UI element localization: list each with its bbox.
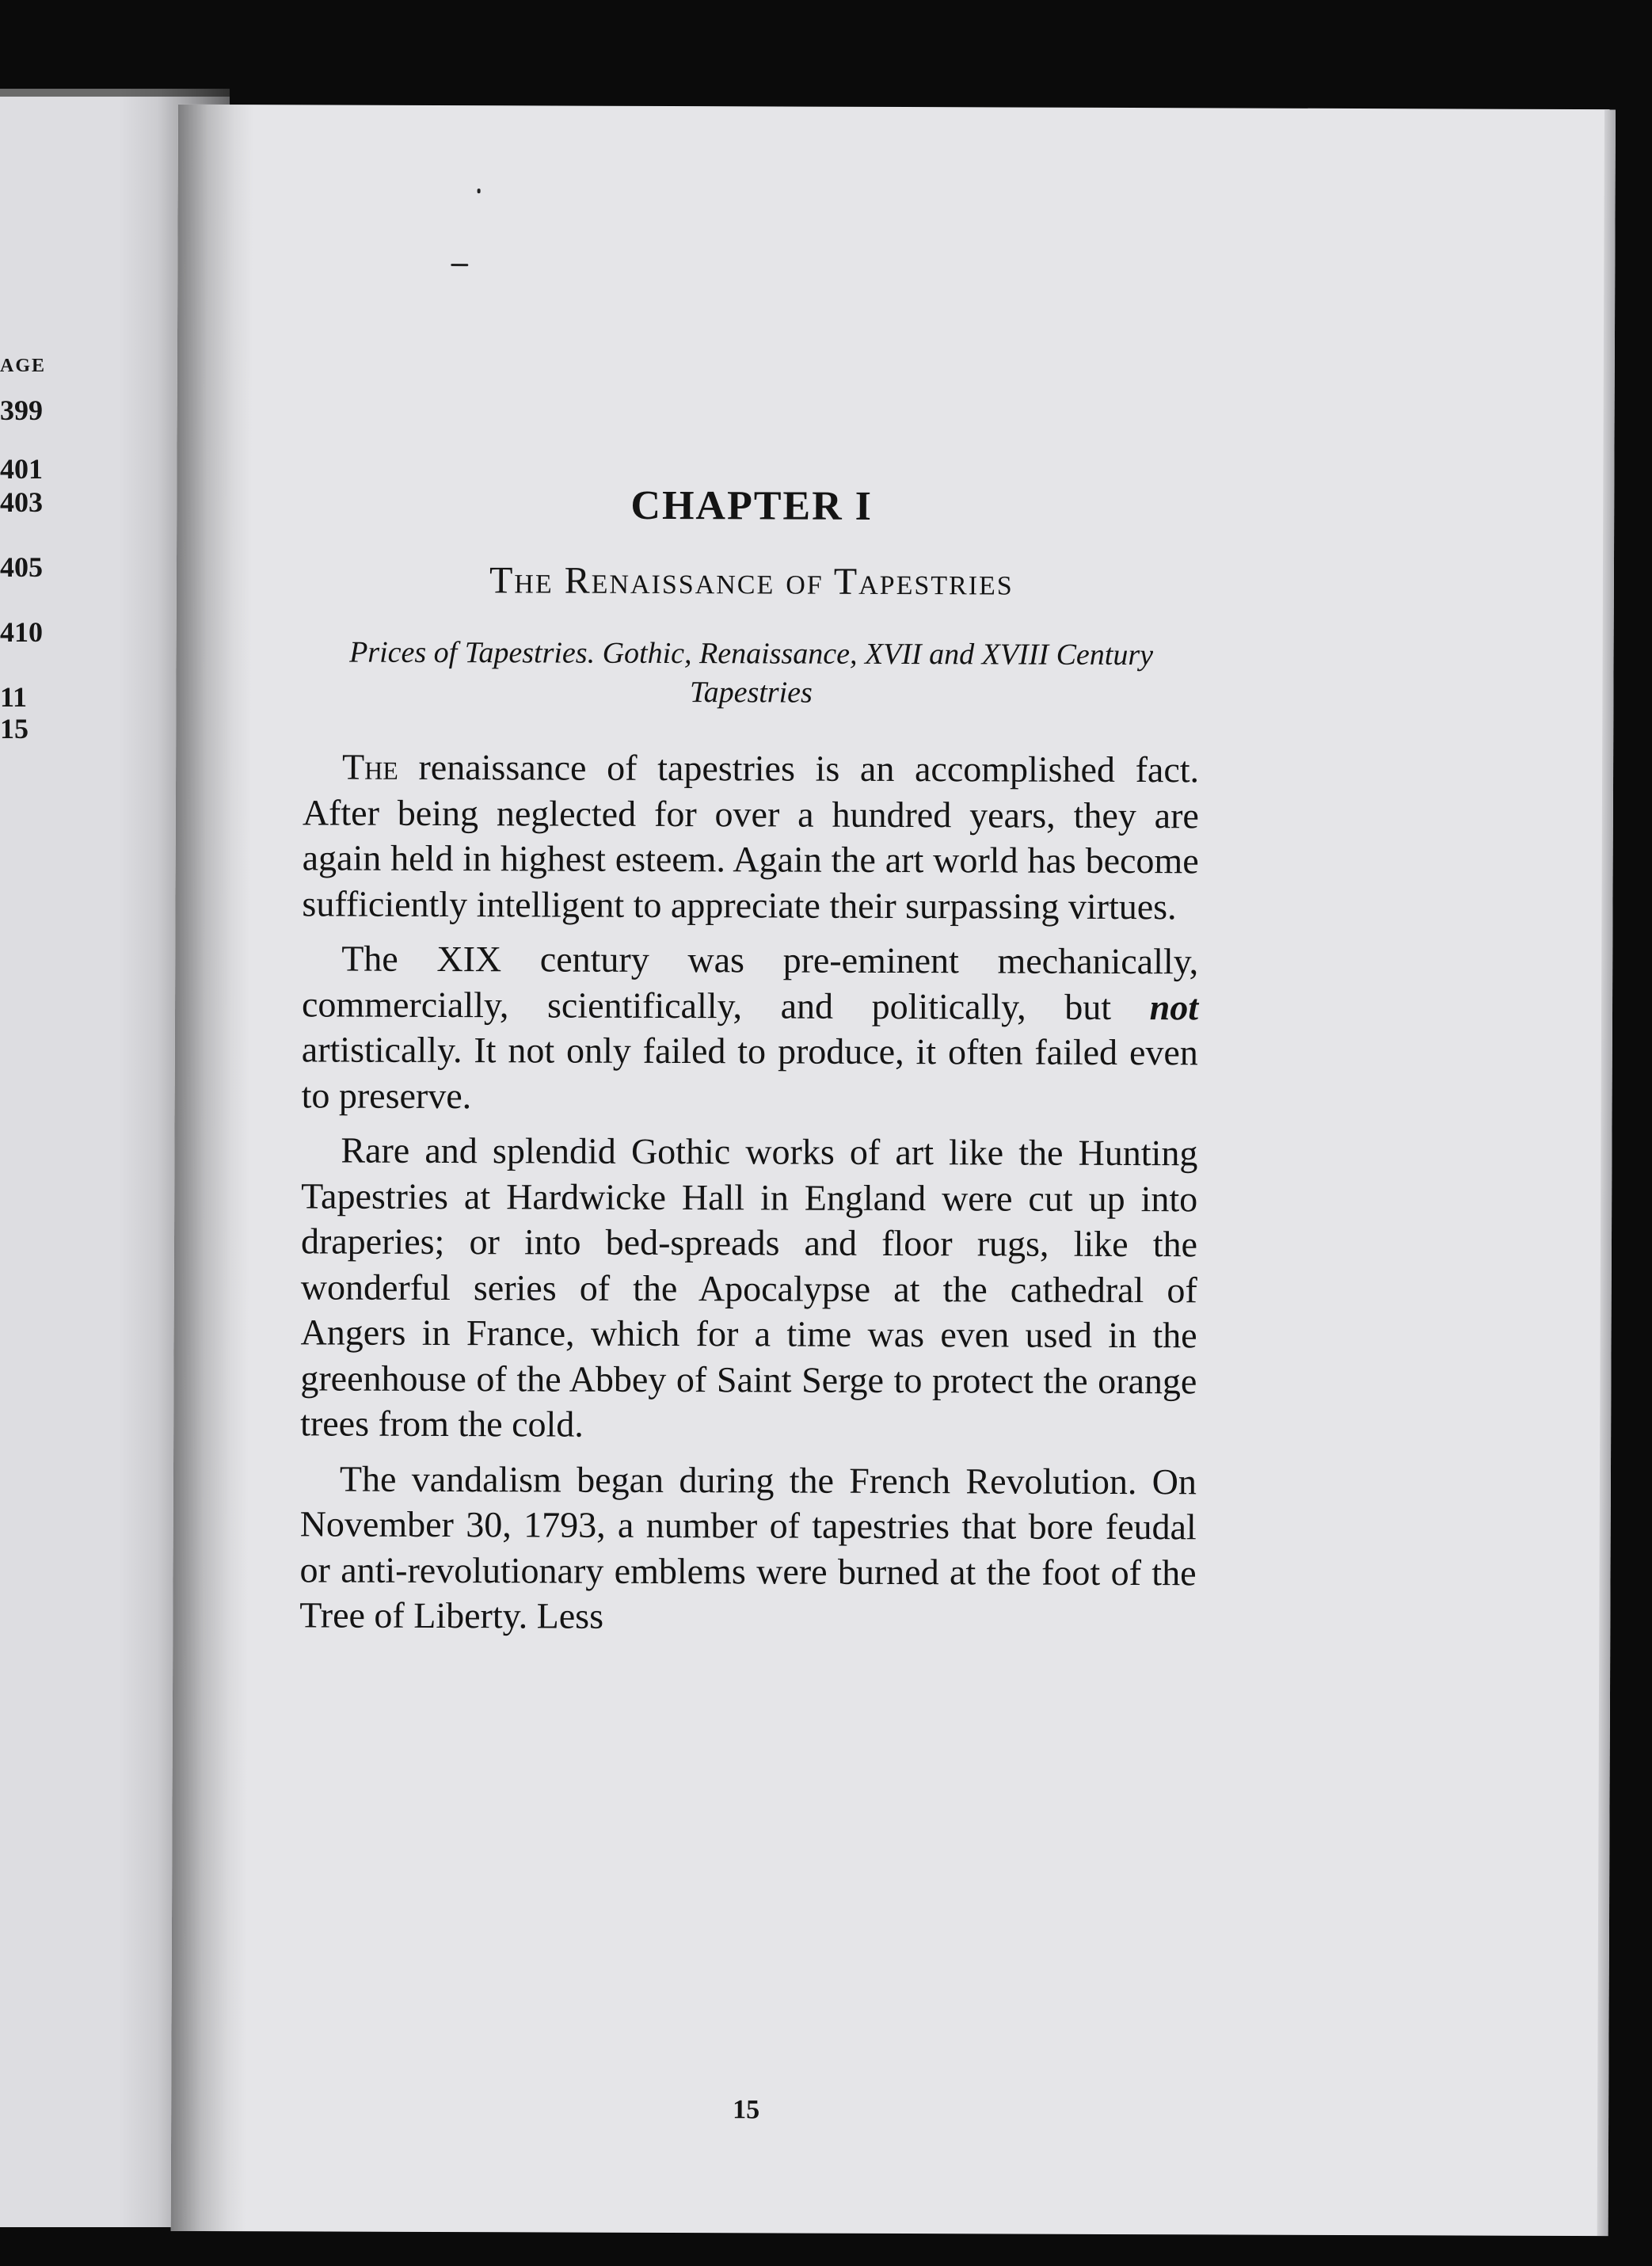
- page-number: 405: [0, 551, 43, 583]
- paragraph-text: renaissance of tapestries is an accomplished fact. After being neglected for over a hundred years, they are again held in highest esteem. Again the art world has become sufficiently intelligent to appreciate their surpassing virtues.: [302, 746, 1200, 927]
- paragraph-text: The XIX century was pre-eminent mechanically, commercially, scientifically, and politically, but: [301, 938, 1199, 1027]
- paragraph: The vandalism began during the French Revolution. On November 30, 1793, a number of tapestries that bore feudal or anti-revolutionary emblems were burned at the foot of the Tree of Liberty. Less: [299, 1458, 1197, 1636]
- page-column-heading: AGE: [0, 356, 47, 376]
- opening-word: The: [341, 746, 398, 787]
- page-number: 11: [0, 681, 28, 713]
- paragraph-text: artistically. It not only failed to produce, it often failed even to preserve.: [301, 1029, 1198, 1116]
- page-number: 15: [733, 2095, 760, 2125]
- emphasis: not: [1149, 986, 1199, 1027]
- gutter-shadow: [171, 105, 253, 2231]
- chapter-title: The Renaissance of Tapestries: [489, 559, 1014, 604]
- page-number: 401: [0, 453, 43, 485]
- ink-speck: [478, 189, 481, 193]
- chapter-number: CHAPTER I: [630, 482, 874, 529]
- page-edge: [1597, 109, 1616, 2236]
- chapter-body: [299, 744, 1199, 1640]
- page-number: 15: [0, 713, 29, 745]
- paragraph: [302, 744, 1199, 929]
- paragraph: Rare and splendid Gothic works of art like the Hunting Tapestries at Hardwicke Hall in England were cut up into draperies; or into bed-spreads and floor rugs, like the wonderful series of the Apocalypse at the cathedral of Angers in France, which for a time was even used in the greenhouse of the Abbey of Saint Serge to protect the orange trees from the cold.: [300, 1129, 1198, 1445]
- page-number: 403: [0, 486, 43, 518]
- page-number: 399: [0, 394, 43, 426]
- page-number: 410: [0, 616, 43, 648]
- ink-speck: [451, 264, 468, 266]
- text-column: [299, 481, 1200, 2125]
- book-page: [171, 105, 1616, 2236]
- paragraph: [302, 935, 1199, 1121]
- chapter-summary: Prices of Tapestries. Gothic, Renaissance, XVII and XVIII Century Tapestries: [349, 635, 1154, 710]
